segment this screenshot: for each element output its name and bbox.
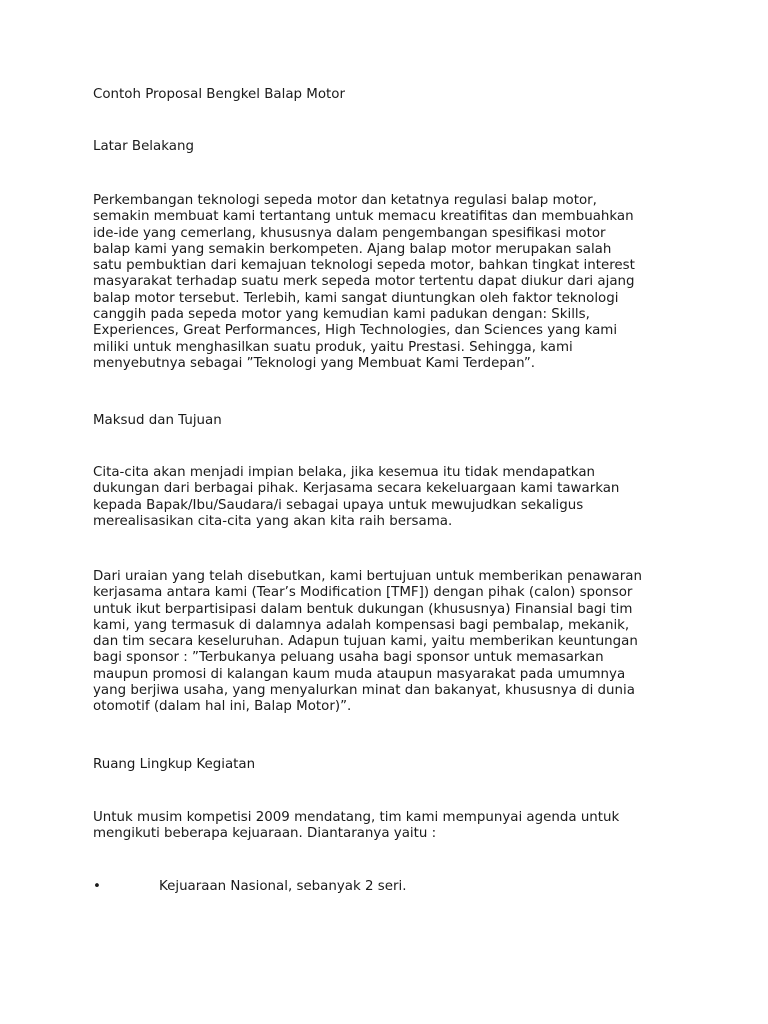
- heading-latar-belakang: Latar Belakang: [93, 139, 194, 154]
- paragraph-line: kerjasama antara kami (Tear’s Modification [TMF]) dengan pihak (calon) sponsor: [93, 585, 633, 601]
- paragraph-line: balap motor tersebut. Terlebih, kami sangat diuntungkan oleh faktor teknologi: [93, 290, 619, 306]
- paragraph-line: Cita-cita akan menjadi impian belaka, jika kesemua itu tidak mendapatkan: [93, 465, 596, 480]
- heading-maksud-tujuan: Maksud dan Tujuan: [93, 413, 222, 428]
- paragraph-line: untuk ikut berpartisipasi dalam bentuk dukungan (khususnya) Finansial bagi tim: [93, 601, 633, 617]
- paragraph-line: Perkembangan teknologi sepeda motor dan ketatnya regulasi balap motor,: [93, 193, 597, 208]
- paragraph-line: kami, yang termasuk di dalamnya adalah kompensasi bagi pembalap, mekanik,: [93, 617, 630, 633]
- document-title: Contoh Proposal Bengkel Balap Motor: [93, 87, 345, 102]
- paragraph-line: otomotif (dalam hal ini, Balap Motor)”.: [93, 699, 352, 715]
- paragraph-line: canggih pada sepeda motor yang kemudian kami padukan dengan: Skills,: [93, 307, 590, 323]
- paragraph-line: semakin membuat kami tertantang untuk memacu kreatifitas dan membuahkan: [93, 209, 634, 225]
- paragraph-line: menyebutnya sebagai ”Teknologi yang Membuat Kami Terdepan”.: [93, 355, 536, 371]
- paragraph-ruang-lingkup: [93, 810, 663, 843]
- paragraph-line: merealisasikan cita-cita yang akan kita raih bersama.: [93, 513, 453, 529]
- paragraph-maksud-1: [93, 465, 663, 530]
- paragraph-line: kepada Bapak/Ibu/Saudara/i sebagai upaya untuk mewujudkan sekaligus: [93, 497, 584, 513]
- heading-ruang-lingkup: Ruang Lingkup Kegiatan: [93, 757, 256, 772]
- paragraph-line: dukungan dari berbagai pihak. Kerjasama secara kekeluargaan kami tawarkan: [93, 481, 620, 497]
- bullet-text: Kejuaraan Nasional, sebanyak 2 seri.: [159, 879, 407, 894]
- paragraph-line: miliki untuk menghasilkan suatu produk, yaitu Prestasi. Sehingga, kami: [93, 339, 573, 355]
- paragraph-line: maupun promosi di kalangan kaum muda ataupun masyarakat pada umumnya: [93, 666, 626, 682]
- bullet-icon: •: [93, 879, 101, 894]
- paragraph-line: satu pembuktian dari kemajuan teknologi sepeda motor, bahkan tingkat interest: [93, 258, 635, 274]
- paragraph-line: balap kami yang semakin berkompeten. Ajang balap motor merupakan salah: [93, 241, 612, 257]
- paragraph-line: ide-ide yang cemerlang, khususnya dalam pengembangan spesifikasi motor: [93, 225, 606, 241]
- paragraph-line: Untuk musim kompetisi 2009 mendatang, tim kami mempunyai agenda untuk: [93, 810, 620, 825]
- paragraph-line: masyarakat terhadap suatu merk sepeda motor tertentu dapat diukur dari ajang: [93, 274, 635, 290]
- paragraph-line: Dari uraian yang telah disebutkan, kami bertujuan untuk memberikan penawaran: [93, 569, 642, 584]
- paragraph-latar-belakang: [93, 193, 663, 372]
- paragraph-line: bagi sponsor : ”Terbukanya peluang usaha bagi sponsor untuk memasarkan: [93, 650, 604, 666]
- paragraph-maksud-2: [93, 569, 663, 716]
- paragraph-line: Experiences, Great Performances, High Technologies, dan Sciences yang kami: [93, 323, 618, 339]
- paragraph-line: yang berjiwa usaha, yang menyalurkan minat dan bakanyat, khususnya di dunia: [93, 683, 635, 699]
- paragraph-line: dan tim secara keseluruhan. Adapun tujuan kami, yaitu memberikan keuntungan: [93, 634, 638, 650]
- paragraph-line: mengikuti beberapa kejuaraan. Diantaranya yaitu :: [93, 826, 437, 842]
